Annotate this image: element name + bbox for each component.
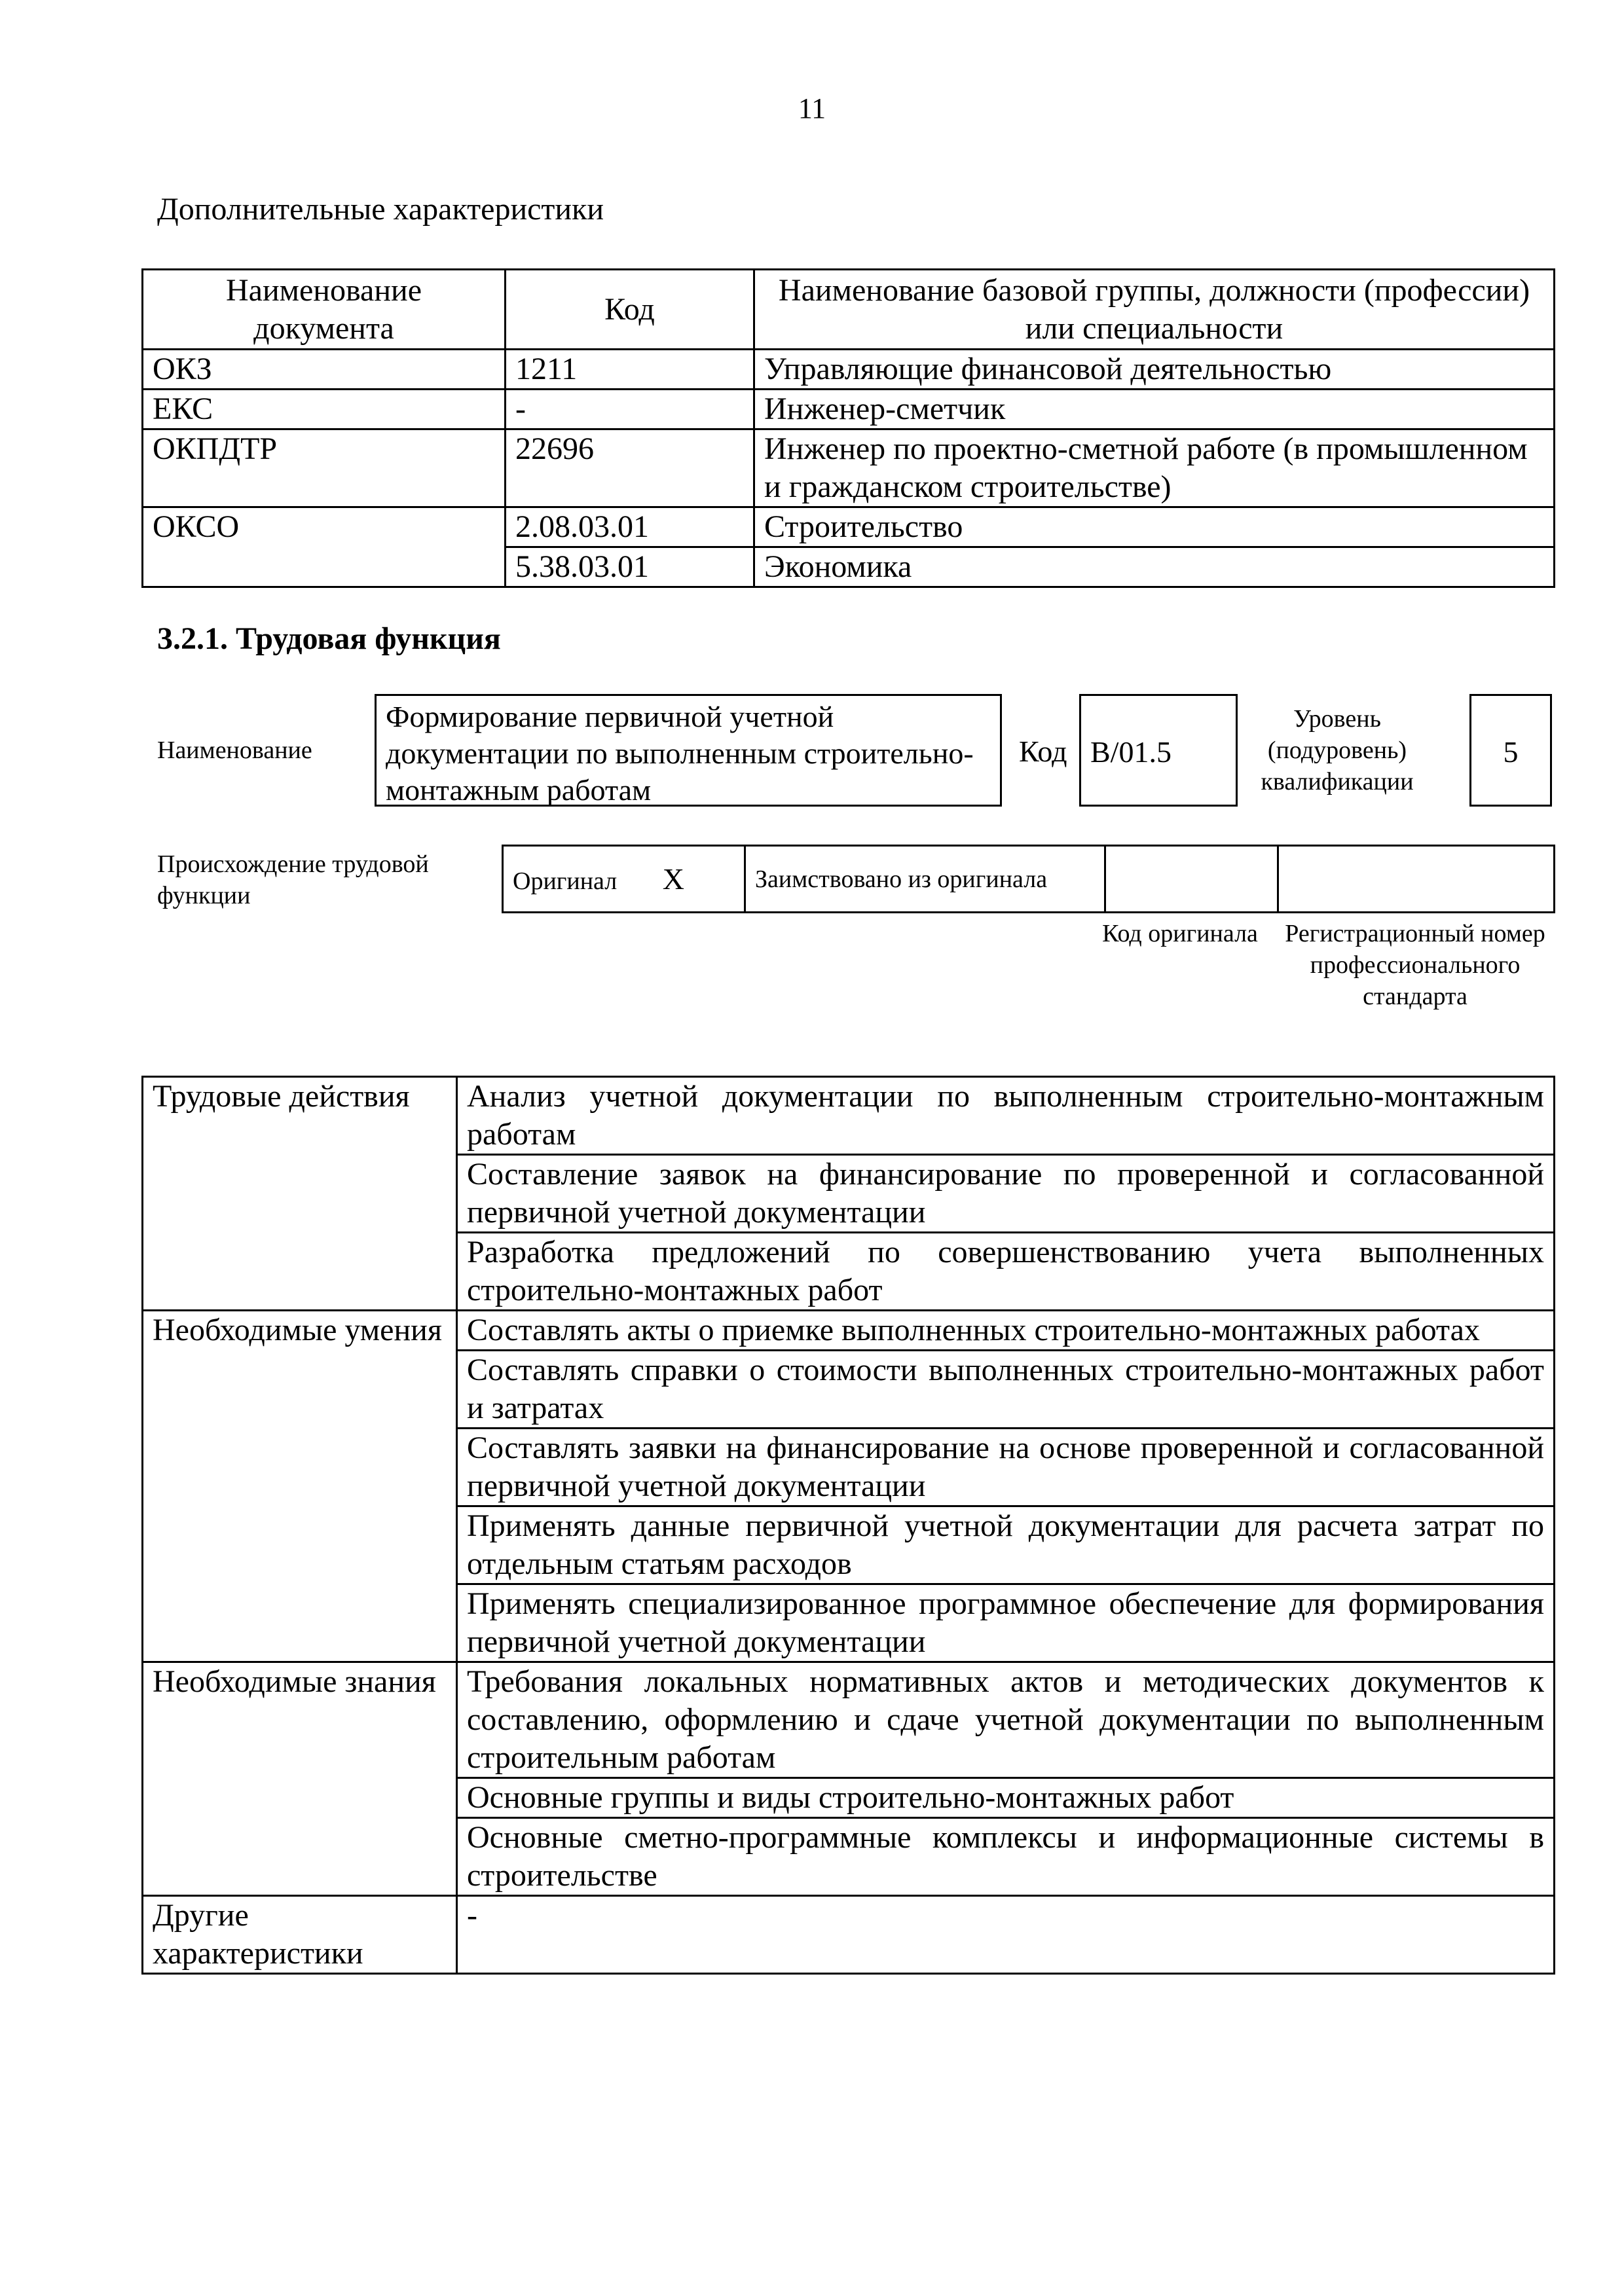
cell-name: Инженер по проектно-сметной работе (в промышленном и гражданском строительстве) xyxy=(754,429,1555,507)
cell-name: Строительство xyxy=(754,507,1555,547)
origin-label: Происхождение трудовой функции xyxy=(157,850,429,909)
header-code: Код xyxy=(506,270,754,350)
origin-original-mark: X xyxy=(662,862,684,896)
actions-item: Составление заявок на финансирование по проверенной и согласованной первичной учетной документации xyxy=(457,1155,1555,1233)
function-code-value: B/01.5 xyxy=(1090,735,1172,769)
origin-borrowed-cell: Заимствовано из оригинала xyxy=(745,846,1105,913)
function-title: 3.2.1. Трудовая функция xyxy=(157,621,501,656)
table-row xyxy=(143,507,1555,547)
origin-reg-caption: Регистрационный номер профессионального стандарта xyxy=(1285,920,1545,1010)
skills-item: Составлять справки о стоимости выполненных строительно-монтажных работ и затратах xyxy=(457,1351,1555,1429)
skills-label: Необходимые умения xyxy=(143,1311,457,1662)
origin-original-label: Оригинал xyxy=(513,867,618,895)
header-name: Наименование базовой группы, должности (профессии) или специальности xyxy=(754,270,1555,350)
skills-item: Применять данные первичной учетной документации для расчета затрат по отдельным статьям расходов xyxy=(457,1506,1555,1584)
cell-document: ОКПДТР xyxy=(143,429,506,507)
header-document: Наименование документа xyxy=(143,270,506,350)
extra-title: Дополнительные характеристики xyxy=(157,192,604,227)
page-number: 11 xyxy=(798,92,826,124)
actions-item: Анализ учетной документации по выполненным строительно-монтажным работам xyxy=(457,1077,1555,1155)
origin-reg-cell xyxy=(1278,846,1555,913)
table-row xyxy=(143,1662,1555,1778)
extra-characteristics-table xyxy=(141,268,1555,588)
level-value: 5 xyxy=(1503,735,1519,769)
function-details-table xyxy=(141,1076,1555,1975)
cell-document: ЕКС xyxy=(143,390,506,429)
function-name-value: Формирование первичной учетной документации по выполненным строительно-монтажным работам xyxy=(386,700,974,807)
cell-code: - xyxy=(506,390,754,429)
level-label: Уровень (подуровень) квалификации xyxy=(1261,705,1414,795)
cell-code: 5.38.03.01 xyxy=(506,547,754,587)
cell-code: 2.08.03.01 xyxy=(506,507,754,547)
function-code-label: Код xyxy=(1019,735,1067,768)
function-code-box xyxy=(1079,694,1238,807)
table-row xyxy=(143,1896,1555,1974)
function-name-label: Наименование xyxy=(157,737,312,764)
knowledge-item: Требования локальных нормативных актов и методических документов к составлению, оформлению и сдаче учетной документации по выполненным строительным работам xyxy=(457,1662,1555,1778)
origin-code-caption: Код оригинала xyxy=(1102,920,1258,947)
cell-code: 1211 xyxy=(506,350,754,390)
table-header-row xyxy=(143,270,1555,350)
table-row xyxy=(143,390,1555,429)
other-label: Другие характеристики xyxy=(143,1896,457,1974)
cell-name: Управляющие финансовой деятельностью xyxy=(754,350,1555,390)
cell-document: ОКСО xyxy=(143,507,506,587)
skills-item: Составлять акты о приемке выполненных строительно-монтажных работах xyxy=(457,1311,1555,1351)
function-name-box xyxy=(375,694,1002,807)
skills-item: Составлять заявки на финансирование на основе проверенной и согласованной первичной учетной документации xyxy=(457,1429,1555,1506)
table-row xyxy=(143,429,1555,507)
knowledge-label: Необходимые знания xyxy=(143,1662,457,1896)
actions-label: Трудовые действия xyxy=(143,1077,457,1311)
actions-item: Разработка предложений по совершенствованию учета выполненных строительно-монтажных работ xyxy=(457,1233,1555,1311)
cell-name: Экономика xyxy=(754,547,1555,587)
knowledge-item: Основные группы и виды строительно-монтажных работ xyxy=(457,1778,1555,1818)
cell-code: 22696 xyxy=(506,429,754,507)
level-box xyxy=(1469,694,1552,807)
table-row xyxy=(143,350,1555,390)
cell-document: ОКЗ xyxy=(143,350,506,390)
knowledge-item: Основные сметно-программные комплексы и информационные системы в строительстве xyxy=(457,1818,1555,1896)
origin-table xyxy=(502,845,1555,913)
cell-name: Инженер-сметчик xyxy=(754,390,1555,429)
skills-item: Применять специализированное программное обеспечение для формирования первичной учетной документации xyxy=(457,1584,1555,1662)
table-row xyxy=(143,1077,1555,1155)
origin-original-cell xyxy=(503,846,745,913)
origin-code-cell xyxy=(1105,846,1278,913)
table-row xyxy=(143,1311,1555,1351)
other-value: - xyxy=(457,1896,1555,1974)
